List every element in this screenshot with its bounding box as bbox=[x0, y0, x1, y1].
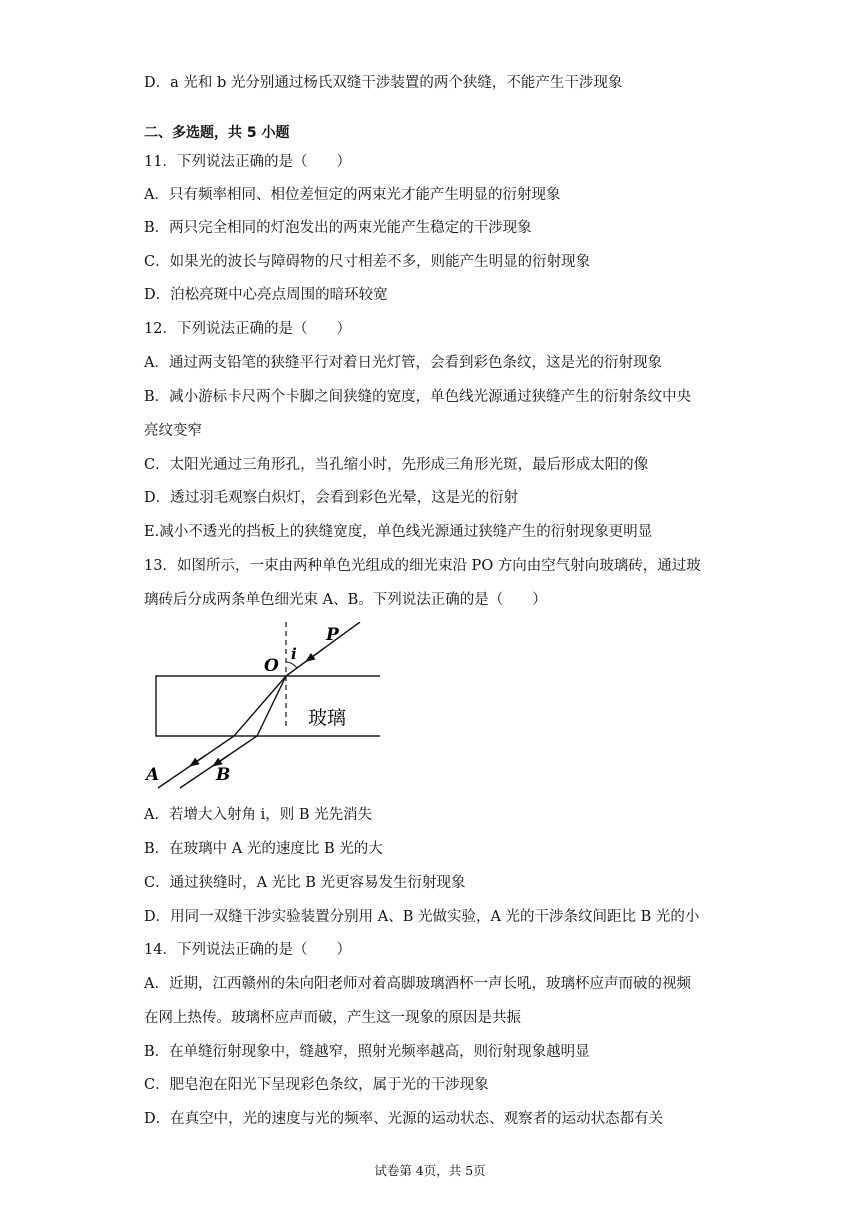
q10-option-d: D．a 光和 b 光分别通过杨氏双缝干涉装置的两个狭缝，不能产生干涉现象 bbox=[144, 75, 623, 91]
q12-option-b-line1: B．减小游标卡尺两个卡脚之间狭缝的宽度，单色线光源通过狭缝产生的衍射条纹中央 bbox=[144, 389, 692, 405]
q14-option-c: C．肥皂泡在阳光下呈现彩色条纹，属于光的干涉现象 bbox=[144, 1077, 489, 1093]
q14-option-a-line2: 在网上热传。玻璃杯应声而破，产生这一现象的原因是共振 bbox=[144, 1010, 521, 1026]
page-footer: 试卷第 4页，共 5页 bbox=[374, 1163, 486, 1178]
q12-option-a: A．通过两支铅笔的狭缝平行对着日光灯管，会看到彩色条纹，这是光的衍射现象 bbox=[144, 355, 662, 371]
q12-option-e: E.减小不透光的挡板上的狭缝宽度，单色线光源通过狭缝产生的衍射现象更明显 bbox=[144, 524, 653, 540]
refracted-ray-b bbox=[180, 676, 286, 788]
section-heading-multiple-choice: 二、多选题，共 5 小题 bbox=[144, 125, 290, 141]
label-o: O bbox=[264, 656, 279, 676]
q11-option-d: D．泊松亮斑中心亮点周围的暗环较宽 bbox=[144, 287, 388, 303]
label-a: A bbox=[146, 765, 160, 785]
q12-option-c: C．太阳光通过三角形孔，当孔缩小时，先形成三角形光斑，最后形成太阳的像 bbox=[144, 457, 649, 473]
q13-option-d: D．用同一双缝干涉实验装置分别用 A、B 光做实验，A 光的干涉条纹间距比 B 光的小 bbox=[144, 909, 700, 925]
q12-option-d: D．透过羽毛观察白炽灯，会看到彩色光晕，这是光的衍射 bbox=[144, 490, 519, 506]
label-b: B bbox=[216, 765, 231, 785]
glass-label: 玻璃 bbox=[308, 707, 347, 729]
incident-arrow bbox=[306, 648, 324, 661]
label-p: P bbox=[326, 625, 339, 645]
q11-option-b: B．两只完全相同的灯泡发出的两束光能产生稳定的干涉现象 bbox=[144, 220, 532, 236]
q13-option-c: C．通过狭缝时，A 光比 B 光更容易发生衍射现象 bbox=[144, 875, 466, 891]
q13-stem-line2: 璃砖后分成两条单色细光束 A、B。下列说法正确的是（ ） bbox=[144, 592, 547, 608]
q12-stem: 12．下列说法正确的是（ ） bbox=[144, 321, 351, 337]
q11-option-a: A．只有频率相同、相位差恒定的两束光才能产生明显的衍射现象 bbox=[144, 187, 561, 203]
q13-stem-line1: 13．如图所示，一束由两种单色光组成的细光束沿 PO 方向由空气射向玻璃砖，通过玻 bbox=[144, 558, 701, 574]
q11-option-c: C．如果光的波长与障碍物的尺寸相差不多，则能产生明显的衍射现象 bbox=[144, 254, 591, 270]
q13-option-a: A．若增大入射角 i，则 B 光先消失 bbox=[144, 807, 373, 823]
q12-option-b-line2: 亮纹变窄 bbox=[144, 423, 202, 439]
q13-option-b: B．在玻璃中 A 光的速度比 B 光的大 bbox=[144, 841, 383, 857]
glass-block bbox=[156, 676, 380, 736]
q14-option-a-line1: A．近期，江西赣州的朱向阳老师对着高脚玻璃酒杯一声长吼，玻璃杯应声而破的视频 bbox=[144, 976, 691, 992]
q14-option-b: B．在单缝衍射现象中，缝越窄，照射光频率越高，则衍射现象越明显 bbox=[144, 1044, 590, 1060]
refraction-diagram bbox=[140, 622, 380, 792]
q11-stem: 11．下列说法正确的是（ ） bbox=[144, 154, 351, 170]
q14-stem: 14．下列说法正确的是（ ） bbox=[144, 942, 351, 958]
label-i: i bbox=[291, 645, 297, 663]
q14-option-d: D．在真空中，光的速度与光的频率、光源的运动状态、观察者的运动状态都有关 bbox=[144, 1111, 664, 1127]
ray-a-arrow bbox=[190, 755, 206, 766]
